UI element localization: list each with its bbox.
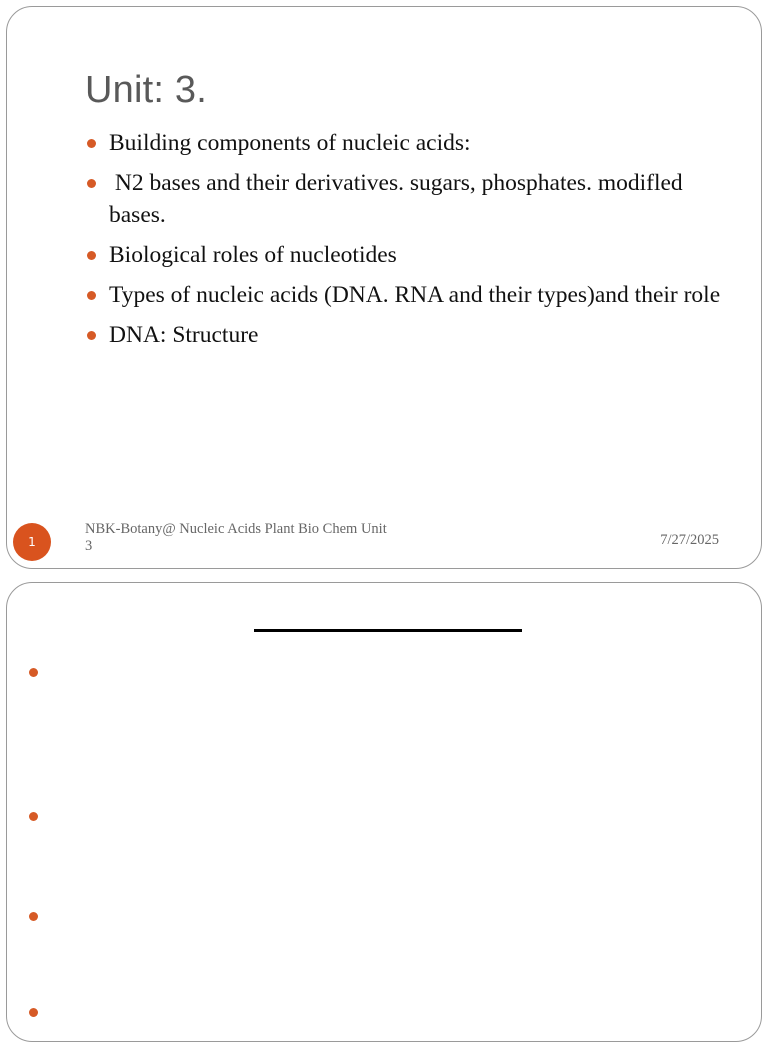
slide-title: Unit: 3. <box>85 69 207 111</box>
list-item: Biological roles of nucleotides <box>85 239 735 271</box>
bullet-dot-icon <box>29 1008 38 1017</box>
slide-1 <box>6 6 762 569</box>
bullet-dot-icon <box>29 812 38 821</box>
bullet-dot-icon <box>29 912 38 921</box>
footer-line-2: 3 <box>85 538 93 554</box>
list-item: DNA: Structure <box>85 319 735 351</box>
bullet-dot-icon <box>29 668 38 677</box>
bullet-dot-icon <box>87 179 96 188</box>
bullet-dot-icon <box>87 331 96 340</box>
bullet-dot-icon <box>87 291 96 300</box>
footer-text <box>85 521 415 555</box>
list-item: Types of nucleic acids (DNA. RNA and their types)and their role <box>85 279 735 311</box>
title-underline <box>254 629 522 632</box>
list-item: Building components of nucleic acids: <box>85 127 735 159</box>
slide-number-badge: 1 <box>13 523 51 561</box>
bullet-dot-icon <box>87 139 96 148</box>
footer-date: 7/27/2025 <box>660 532 719 548</box>
footer-line-1: NBK-Botany@ Nucleic Acids Plant Bio Chem Unit <box>85 521 387 537</box>
slide-2 <box>6 582 762 1042</box>
list-item: N2 bases and their derivatives. sugars, phosphates. modifled bases. <box>85 167 735 231</box>
bullet-dot-icon <box>87 251 96 260</box>
bullet-list <box>85 127 735 359</box>
